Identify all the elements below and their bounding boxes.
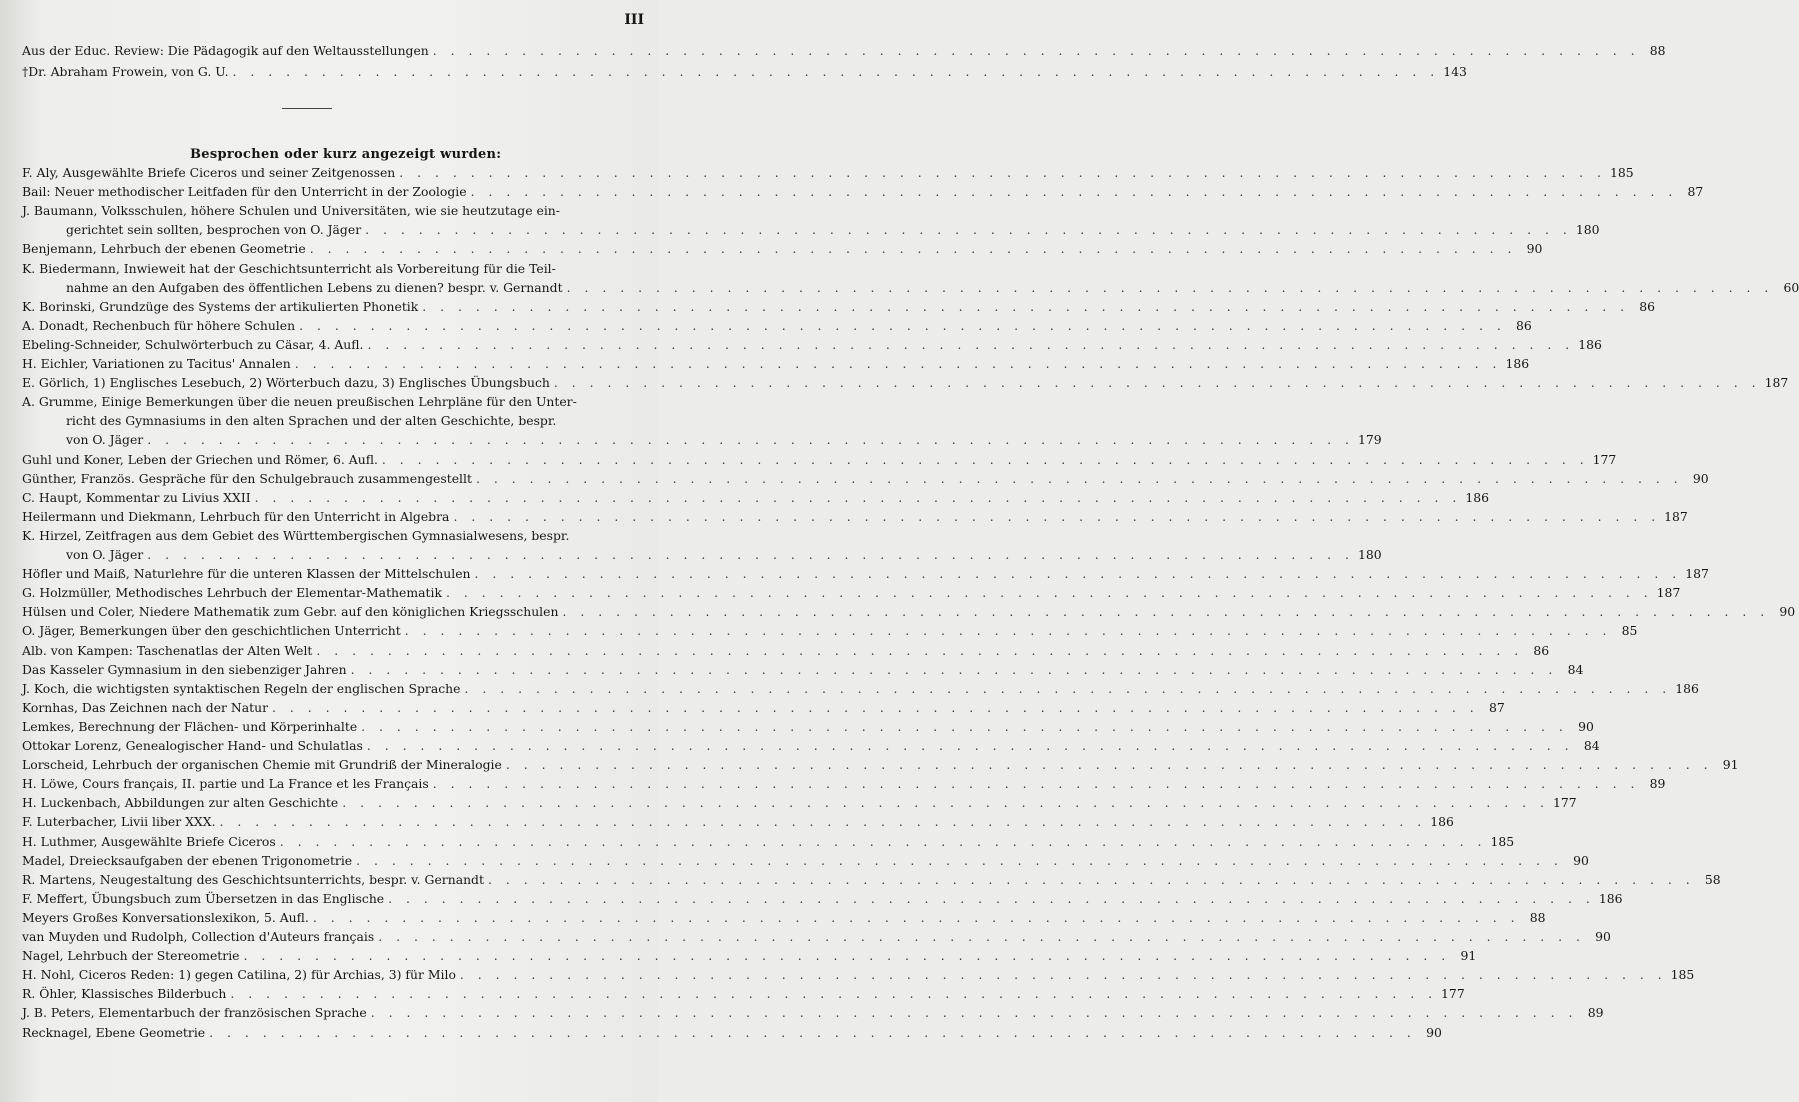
entry-text: Guhl und Koner, Leben der Griechen und Römer, 6. Aufl. bbox=[22, 451, 378, 467]
index-entry-line bbox=[22, 909, 1546, 926]
entry-text: G. Holzmüller, Methodisches Lehrbuch der Elementar-Mathematik bbox=[22, 585, 442, 601]
page-reference: 87 bbox=[1488, 699, 1505, 715]
entry-text: F. Luterbacher, Livii liber XXX. bbox=[22, 814, 216, 830]
index-entry-line bbox=[22, 1004, 1604, 1021]
page-reference: 179 bbox=[1357, 432, 1382, 448]
entry-text: gerichtet sein sollten, besprochen von O. Jäger bbox=[66, 222, 362, 238]
page-reference: 185 bbox=[1490, 833, 1515, 849]
page-reference: 60 bbox=[1783, 279, 1799, 295]
entry-text: Bail: Neuer methodischer Leitfaden für den Unterricht in der Zoologie bbox=[22, 184, 467, 200]
dot-leader: . . . . . . . . . . . . . . . . . . . . . . . . . . . . . . . . . . . . . . . . . . . . . . . . . . . . . . . . . . . . . . . . . . . . bbox=[147, 547, 1354, 562]
index-entry-line bbox=[22, 489, 1489, 506]
page-reference: 84 bbox=[1583, 738, 1600, 753]
dot-leader: . . . . . . . . . . . . . . . . . . . . . . . . . . . . . . . . . . . . . . . . . . . . . . . . . . . . . . . . . . . . . . . . . . . . bbox=[299, 317, 1506, 333]
page-reference: 186 bbox=[1430, 814, 1454, 830]
index-entry-line: J. Baumann, Volksschulen, höhere Schulen und Universitäten, wie sie heutzutage ein- bbox=[22, 203, 560, 219]
dot-leader: . . . . . . . . . . . . . . . . . . . . . . . . . . . . . . . . . . . . . . . . . . . . . . . . . . . . . . . . . . . . . . . . . . . . bbox=[432, 43, 1640, 58]
dot-leader: . . . . . . . . . . . . . . . . . . . . . . . . . . . . . . . . . . . . . . . . . . . . . . . . . . . . . . . . . . . . . . . . . . . . bbox=[365, 222, 1572, 238]
page-reference: 86 bbox=[1533, 642, 1550, 658]
index-entry-line bbox=[22, 374, 1789, 391]
page-reference: 88 bbox=[1649, 43, 1666, 58]
page-reference: 58 bbox=[1704, 871, 1721, 887]
entry-text: Recknagel, Ebene Geometrie bbox=[22, 1024, 206, 1040]
entry-text: Höfler und Maiß, Naturlehre für die unteren Klassen der Mittelschulen bbox=[22, 566, 471, 582]
page-number: III bbox=[624, 12, 644, 28]
page-reference: 187 bbox=[1664, 508, 1688, 524]
dot-leader: . . . . . . . . . . . . . . . . . . . . . . . . . . . . . . . . . . . . . . . . . . . . . . . . . . . . . . . . . . . . . . . . . . . . bbox=[388, 890, 1595, 906]
entry-text: Nagel, Lehrbuch der Stereometrie bbox=[22, 948, 240, 964]
index-entry-line bbox=[66, 221, 1600, 238]
dot-leader: . . . . . . . . . . . . . . . . . . . . . . . . . . . . . . . . . . . . . . . . . . . . . . . . . . . . . . . . . . . . . . . . . . . . bbox=[470, 184, 1678, 200]
page-reference: 90 bbox=[1779, 604, 1796, 620]
entry-text: Ottokar Lorenz, Genealogischer Hand- und Schulatlas bbox=[22, 738, 363, 753]
section-heading: Besprochen oder kurz angezeigt wurden: bbox=[190, 147, 502, 162]
entry-text: K. Borinski, Grundzüge des Systems der artikulierten Phonetik bbox=[22, 298, 419, 314]
index-entry-line bbox=[22, 890, 1623, 907]
index-entry-line bbox=[22, 565, 1709, 582]
dot-leader: . . . . . . . . . . . . . . . . . . . . . . . . . . . . . . . . . . . . . . . . . . . . . . . . . . . . . . . . . . . . . . . . . . . . bbox=[445, 585, 1653, 601]
entry-text: C. Haupt, Kommentar zu Livius XXII bbox=[22, 489, 251, 505]
page-reference: 185 bbox=[1670, 967, 1695, 983]
dot-leader: . . . . . . . . . . . . . . . . . . . . . . . . . . . . . . . . . . . . . . . . . . . . . . . . . . . . . . . . . . . . . . . . . . . . bbox=[147, 432, 1354, 448]
entry-text: van Muyden und Rudolph, Collection d'Auteurs français bbox=[22, 929, 375, 944]
index-entry-line bbox=[22, 451, 1617, 468]
dot-leader: . . . . . . . . . . . . . . . . . . . . . . . . . . . . . . . . . . . . . . . . . . . . . . . . . . . . . . . . . . . . . . . . . . . . bbox=[404, 623, 1612, 639]
entry-text: O. Jäger, Bemerkungen über den geschichtlichen Unterricht bbox=[22, 623, 401, 639]
index-entry-line bbox=[22, 336, 1602, 353]
dot-leader: . . . . . . . . . . . . . . . . . . . . . . . . . . . . . . . . . . . . . . . . . . . . . . . . . . . . . . . . . . . . . . . . . . . . bbox=[294, 356, 1502, 371]
page-reference: 186 bbox=[1675, 680, 1699, 696]
entry-text: F. Aly, Ausgewählte Briefe Ciceros und seiner Zeitgenossen bbox=[22, 165, 396, 180]
entry-text: Kornhas, Das Zeichnen nach der Natur bbox=[22, 699, 269, 715]
dot-leader: . . . . . . . . . . . . . . . . . . . . . . . . . . . . . . . . . . . . . . . . . . . . . . . . . . . . . . . . . . . . . . . . . . . . bbox=[316, 642, 1524, 658]
index-entry-line: K. Biedermann, Inwieweit hat der Geschichtsunterricht als Vorbereitung für die Teil- bbox=[22, 260, 556, 276]
entry-text: Benjemann, Lehrbuch der ebenen Geometrie bbox=[22, 241, 306, 257]
page-reference: 86 bbox=[1639, 298, 1656, 314]
entry-text: H. Löwe, Cours français, II. partie und La France et les Français bbox=[22, 776, 429, 792]
entry-text: Hülsen und Coler, Niedere Mathematik zum Gebr. auf den königlichen Kriegsschulen bbox=[22, 604, 559, 620]
entry-text: R. Öhler, Klassisches Bilderbuch bbox=[22, 986, 227, 1002]
entry-text: Ebeling-Schneider, Schulwörterbuch zu Cäsar, 4. Aufl. bbox=[22, 336, 364, 352]
index-entry-line bbox=[22, 775, 1666, 792]
entry-text: nahme an den Aufgaben des öffentlichen Lebens zu dienen? bespr. v. Gernandt bbox=[66, 279, 563, 295]
dot-leader: . . . . . . . . . . . . . . . . . . . . . . . . . . . . . . . . . . . . . . . . . . . . . . . . . . . . . . . . . . . . . . . . . . . . bbox=[254, 489, 1462, 505]
dot-leader: . . . . . . . . . . . . . . . . . . . . . . . . . . . . . . . . . . . . . . . . . . . . . . . . . . . . . . . . . . . . . . . . . . . . bbox=[342, 795, 1549, 811]
entry-text: R. Martens, Neugestaltung des Geschichtsunterrichts, bespr. v. Gernandt bbox=[22, 871, 484, 887]
page-reference: 177 bbox=[1441, 986, 1465, 1002]
dot-leader: . . . . . . . . . . . . . . . . . . . . . . . . . . . . . . . . . . . . . . . . . . . . . . . . . . . . . . . . . . . . . . . . . . . . bbox=[381, 451, 1589, 467]
dot-leader: . . . . . . . . . . . . . . . . . . . . . . . . . . . . . . . . . . . . . . . . . . . . . . . . . . . . . . . . . . . . . . . . . . . . bbox=[209, 1024, 1416, 1040]
entry-text: A. Donadt, Rechenbuch für höhere Schulen bbox=[22, 317, 296, 333]
entry-text: J. B. Peters, Elementarbuch der französischen Sprache bbox=[22, 1005, 367, 1021]
dot-leader: . . . . . . . . . . . . . . . . . . . . . . . . . . . . . . . . . . . . . . . . . . . . . . . . . . . . . . . . . . . . . . . . . . . . bbox=[367, 336, 1575, 352]
dot-leader: . . . . . . . . . . . . . . . . . . . . . . . . . . . . . . . . . . . . . . . . . . . . . . . . . . . . . . . . . . . . . . . . . . . . bbox=[361, 718, 1568, 734]
page-reference: 177 bbox=[1552, 795, 1577, 811]
page-reference: 89 bbox=[1587, 1005, 1604, 1021]
dot-leader: . . . . . . . . . . . . . . . . . . . . . . . . . . . . . . . . . . . . . . . . . . . . . . . . . . . . . . . . . . . . . . . . . . . . bbox=[279, 833, 1487, 849]
index-entry-line bbox=[22, 871, 1721, 888]
entry-text: H. Luckenbach, Abbildungen zur alten Geschichte bbox=[22, 795, 339, 811]
entry-text: Aus der Educ. Review: Die Pädagogik auf den Weltausstellungen bbox=[22, 43, 429, 58]
dot-leader: . . . . . . . . . . . . . . . . . . . . . . . . . . . . . . . . . . . . . . . . . . . . . . . . . . . . . . . . . . . . . . . . . . . . bbox=[505, 757, 1713, 773]
dot-leader: . . . . . . . . . . . . . . . . . . . . . . . . . . . . . . . . . . . . . . . . . . . . . . . . . . . . . . . . . . . . . . . . . . . . bbox=[232, 64, 1440, 79]
entry-text: J. Koch, die wichtigsten syntaktischen Regeln der englischen Sprache bbox=[22, 680, 461, 696]
page-reference: 87 bbox=[1687, 184, 1704, 200]
entry-text: H. Nohl, Ciceros Reden: 1) gegen Catilina, 2) für Archias, 3) für Milo bbox=[22, 967, 456, 983]
index-entry-line bbox=[22, 42, 1666, 59]
dot-leader: . . . . . . . . . . . . . . . . . . . . . . . . . . . . . . . . . . . . . . . . . . . . . . . . . . . . . . . . . . . . . . . . . . . . bbox=[219, 814, 1427, 830]
index-entry-line bbox=[22, 699, 1505, 716]
page-reference: 90 bbox=[1573, 852, 1589, 868]
index-entry-line bbox=[22, 794, 1577, 811]
index-entry-line bbox=[22, 718, 1594, 735]
page-reference: 186 bbox=[1598, 890, 1623, 906]
dot-leader: . . . . . . . . . . . . . . . . . . . . . . . . . . . . . . . . . . . . . . . . . . . . . . . . . . . . . . . . . . . . . . . . . . . . bbox=[432, 776, 1640, 792]
index-entry-line bbox=[66, 546, 1382, 563]
entry-text: H. Luthmer, Ausgewählte Briefe Ciceros bbox=[22, 833, 276, 849]
index-entry-line bbox=[22, 737, 1600, 754]
dot-leader: . . . . . . . . . . . . . . . . . . . . . . . . . . . . . . . . . . . . . . . . . . . . . . . . . . . . . . . . . . . . . . . . . . . . bbox=[487, 871, 1695, 887]
page-reference: 91 bbox=[1460, 948, 1477, 964]
dot-leader: . . . . . . . . . . . . . . . . . . . . . . . . . . . . . . . . . . . . . . . . . . . . . . . . . . . . . . . . . . . . . . . . . . . . bbox=[350, 661, 1558, 677]
dot-leader: . . . . . . . . . . . . . . . . . . . . . . . . . . . . . . . . . . . . . . . . . . . . . . . . . . . . . . . . . . . . . . . . . . . . bbox=[562, 604, 1770, 620]
index-entry-line bbox=[22, 584, 1681, 601]
dot-leader: . . . . . . . . . . . . . . . . . . . . . . . . . . . . . . . . . . . . . . . . . . . . . . . . . . . . . . . . . . . . . . . . . . . . bbox=[474, 566, 1682, 582]
index-entry-line bbox=[22, 813, 1454, 830]
index-entry-line bbox=[22, 947, 1477, 964]
entry-text: Günther, Französ. Gespräche für den Schulgebrauch zusammengestellt bbox=[22, 470, 472, 486]
index-entry-line bbox=[22, 756, 1739, 773]
index-entry-line bbox=[22, 298, 1656, 315]
page-reference: 186 bbox=[1465, 489, 1489, 505]
page-reference: 91 bbox=[1722, 757, 1739, 773]
page-reference: 90 bbox=[1692, 470, 1709, 486]
dot-leader: . . . . . . . . . . . . . . . . . . . . . . . . . . . . . . . . . . . . . . . . . . . . . . . . . . . . . . . . . . . . . . . . . . . . bbox=[422, 298, 1630, 314]
section-divider bbox=[282, 108, 332, 109]
index-entry-line bbox=[22, 680, 1699, 697]
dot-leader: . . . . . . . . . . . . . . . . . . . . . . . . . . . . . . . . . . . . . . . . . . . . . . . . . . . . . . . . . . . . . . . . . . . . bbox=[230, 986, 1438, 1002]
dot-leader: . . . . . . . . . . . . . . . . . . . . . . . . . . . . . . . . . . . . . . . . . . . . . . . . . . . . . . . . . . . . . . . . . . . . bbox=[309, 241, 1517, 257]
index-entry-line bbox=[22, 833, 1515, 850]
index-entry-line bbox=[22, 317, 1532, 334]
index-entry-line bbox=[22, 985, 1465, 1002]
index-entry-line bbox=[22, 661, 1584, 678]
page-reference: 186 bbox=[1505, 356, 1530, 371]
dot-leader: . . . . . . . . . . . . . . . . . . . . . . . . . . . . . . . . . . . . . . . . . . . . . . . . . . . . . . . . . . . . . . . . . . . . bbox=[370, 1005, 1578, 1021]
index-entry-line bbox=[22, 63, 1467, 80]
dot-leader: . . . . . . . . . . . . . . . . . . . . . . . . . . . . . . . . . . . . . . . . . . . . . . . . . . . . . . . . . . . . . . . . . . . . bbox=[366, 738, 1574, 753]
dot-leader: . . . . . . . . . . . . . . . . . . . . . . . . . . . . . . . . . . . . . . . . . . . . . . . . . . . . . . . . . . . . . . . . . . . . bbox=[312, 909, 1520, 925]
entry-text: E. Görlich, 1) Englisches Lesebuch, 2) Wörterbuch dazu, 3) Englisches Übungsbuch bbox=[22, 375, 550, 391]
index-entry-line bbox=[66, 279, 1799, 296]
page-reference: 90 bbox=[1595, 929, 1611, 944]
dot-leader: . . . . . . . . . . . . . . . . . . . . . . . . . . . . . . . . . . . . . . . . . . . . . . . . . . . . . . . . . . . . . . . . . . . . bbox=[453, 508, 1661, 524]
page-reference: 187 bbox=[1656, 585, 1681, 601]
entry-text: F. Meffert, Übungsbuch zum Übersetzen in das Englische bbox=[22, 890, 385, 906]
entry-text: Meyers Großes Konversationslexikon, 5. Aufl. bbox=[22, 909, 309, 925]
dot-leader: . . . . . . . . . . . . . . . . . . . . . . . . . . . . . . . . . . . . . . . . . . . . . . . . . . . . . . . . . . . . . . . . . . . . bbox=[464, 680, 1672, 696]
entry-text: Lorscheid, Lehrbuch der organischen Chemie mit Grundriß der Mineralogie bbox=[22, 757, 502, 773]
page-reference: 180 bbox=[1357, 547, 1382, 562]
index-entry-line: richt des Gymnasiums in den alten Sprachen und der alten Geschichte, bespr. bbox=[66, 413, 557, 429]
dot-leader: . . . . . . . . . . . . . . . . . . . . . . . . . . . . . . . . . . . . . . . . . . . . . . . . . . . . . . . . . . . . . . . . . . . . bbox=[243, 948, 1451, 964]
index-entry-line bbox=[22, 470, 1709, 487]
index-entry-line bbox=[22, 508, 1688, 525]
entry-text: H. Eichler, Variationen zu Tacitus' Annalen bbox=[22, 356, 291, 371]
index-entry-line bbox=[22, 642, 1550, 659]
index-entry-line bbox=[22, 164, 1634, 181]
index-entry-line bbox=[22, 240, 1543, 257]
index-entry-line bbox=[22, 1024, 1442, 1041]
page-reference: 143 bbox=[1443, 64, 1467, 79]
dot-leader: . . . . . . . . . . . . . . . . . . . . . . . . . . . . . . . . . . . . . . . . . . . . . . . . . . . . . . . . . . . . . . . . . . . . bbox=[459, 967, 1667, 983]
entry-text: Lemkes, Berechnung der Flächen- und Körperinhalte bbox=[22, 718, 358, 734]
page-reference: 90 bbox=[1526, 241, 1543, 257]
entry-text: von O. Jäger bbox=[66, 432, 144, 448]
page-reference: 177 bbox=[1592, 451, 1617, 467]
index-entry-line: K. Hirzel, Zeitfragen aus dem Gebiet des Württembergischen Gymnasialwesens, bespr. bbox=[22, 527, 570, 543]
index-entry-line bbox=[22, 928, 1611, 945]
page-reference: 187 bbox=[1764, 375, 1789, 391]
index-entry-line bbox=[66, 431, 1382, 448]
page-reference: 84 bbox=[1567, 661, 1584, 677]
page-reference: 90 bbox=[1578, 718, 1594, 734]
page-reference: 187 bbox=[1685, 566, 1709, 582]
dot-leader: . . . . . . . . . . . . . . . . . . . . . . . . . . . . . . . . . . . . . . . . . . . . . . . . . . . . . . . . . . . . . . . . . . . . bbox=[378, 929, 1585, 944]
index-entry-line bbox=[22, 852, 1589, 869]
entry-text: Das Kasseler Gymnasium in den siebenziger Jahren bbox=[22, 661, 347, 677]
index-entry-line: A. Grumme, Einige Bemerkungen über die neuen preußischen Lehrpläne für den Unter- bbox=[22, 394, 577, 410]
index-entry-line bbox=[22, 603, 1796, 620]
dot-leader: . . . . . . . . . . . . . . . . . . . . . . . . . . . . . . . . . . . . . . . . . . . . . . . . . . . . . . . . . . . . . . . . . . . . bbox=[356, 852, 1563, 868]
dot-leader: . . . . . . . . . . . . . . . . . . . . . . . . . . . . . . . . . . . . . . . . . . . . . . . . . . . . . . . . . . . . . . . . . . . . bbox=[272, 699, 1479, 715]
page-reference: 89 bbox=[1649, 776, 1666, 792]
index-entry-line bbox=[22, 966, 1695, 983]
entry-text: von O. Jäger bbox=[66, 547, 144, 562]
page-reference: 180 bbox=[1575, 222, 1600, 238]
dot-leader: . . . . . . . . . . . . . . . . . . . . . . . . . . . . . . . . . . . . . . . . . . . . . . . . . . . . . . . . . . . . . . . . . . . . bbox=[399, 165, 1606, 180]
page-reference: 90 bbox=[1426, 1024, 1442, 1040]
page-reference: 86 bbox=[1516, 317, 1532, 333]
index-entry-line bbox=[22, 622, 1638, 639]
page-reference: 88 bbox=[1529, 909, 1546, 925]
page-reference: 185 bbox=[1610, 165, 1634, 180]
dot-leader: . . . . . . . . . . . . . . . . . . . . . . . . . . . . . . . . . . . . . . . . . . . . . . . . . . . . . . . . . . . . . . . . . . . . bbox=[553, 375, 1761, 391]
dot-leader: . . . . . . . . . . . . . . . . . . . . . . . . . . . . . . . . . . . . . . . . . . . . . . . . . . . . . . . . . . . . . . . . . . . . bbox=[475, 470, 1683, 486]
entry-text: Madel, Dreiecksaufgaben der ebenen Trigonometrie bbox=[22, 852, 353, 868]
entry-text: †Dr. Abraham Frowein, von G. U. bbox=[22, 64, 229, 79]
index-entry-line bbox=[22, 355, 1530, 372]
page-reference: 85 bbox=[1621, 623, 1638, 639]
index-entry-line bbox=[22, 183, 1704, 200]
entry-text: Heilermann und Diekmann, Lehrbuch für den Unterricht in Algebra bbox=[22, 508, 450, 524]
dot-leader: . . . . . . . . . . . . . . . . . . . . . . . . . . . . . . . . . . . . . . . . . . . . . . . . . . . . . . . . . . . . . . . . . . . . bbox=[566, 279, 1774, 295]
entry-text: Alb. von Kampen: Taschenatlas der Alten Welt bbox=[22, 642, 313, 658]
page-reference: 186 bbox=[1578, 336, 1602, 352]
